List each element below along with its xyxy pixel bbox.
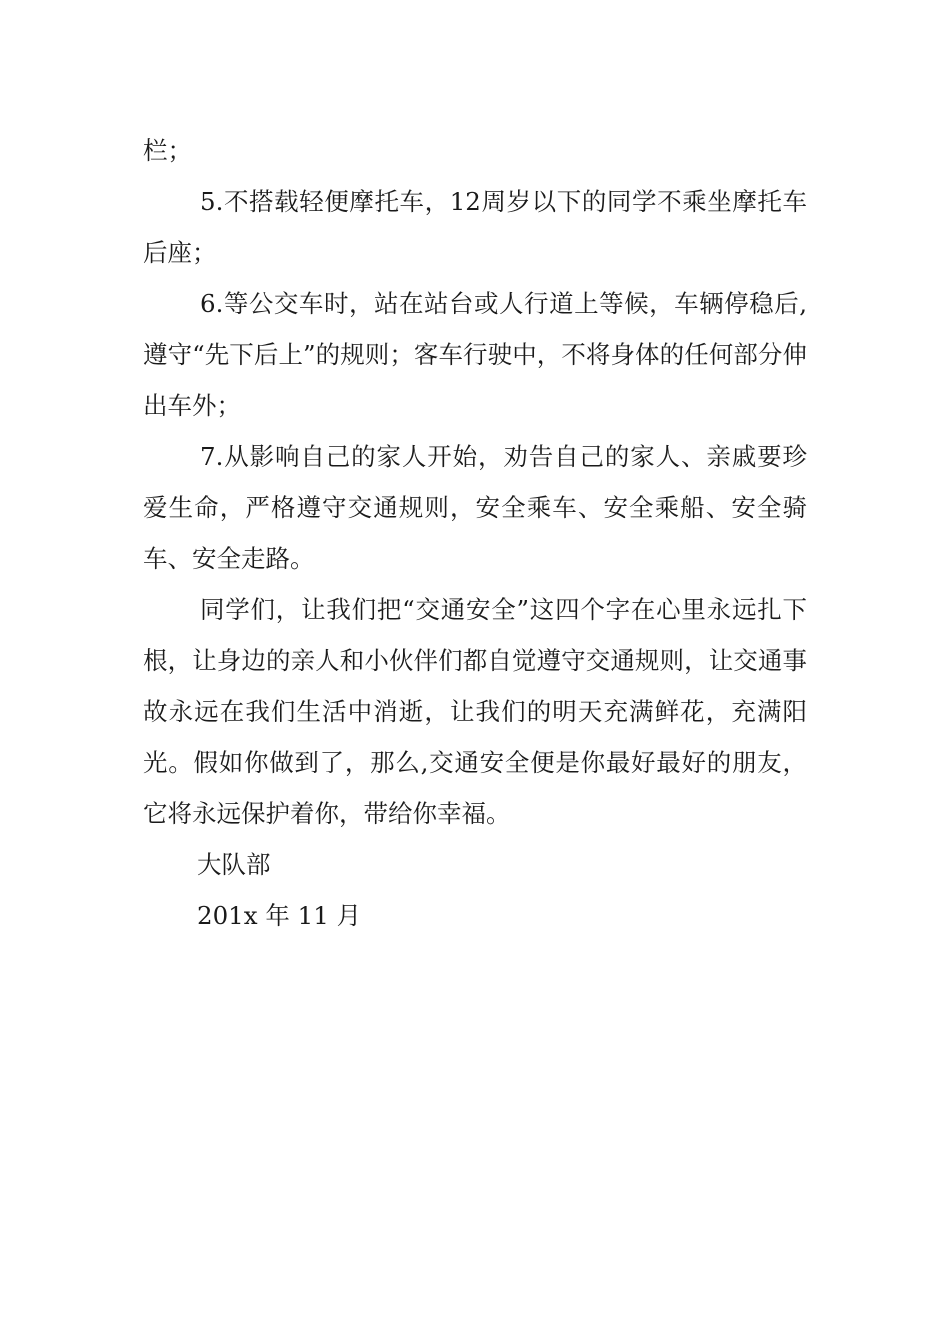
signature-date: 201x 年 11 月 [197,901,362,930]
signature-org: 大队部 [197,850,271,879]
paragraph-rule-6: 6.等公交车时，站在站台或人行道上等候，车辆停稳后,遵守“先下后上”的规则；客车行驶中，不将身体的任何部分伸出车外； [143,289,807,420]
paragraph-rule-5: 5.不搭载轻便摩托车，12周岁以下的同学不乘坐摩托车后座； [143,187,807,267]
document-body [143,125,807,941]
paragraph-rule-7: 7.从影响自己的家人开始，劝告自己的家人、亲戚要珍爱生命，严格遵守交通规则，安全乘车、安全乘船、安全骑车、安全走路。 [143,442,807,573]
paragraph-closing: 同学们，让我们把“交通安全”这四个字在心里永远扎下根，让身边的亲人和小伙伴们都自觉遵守交通规则，让交通事故永远在我们生活中消逝，让我们的明天充满鲜花，充满阳光。假如你做到了，那么,交通安全便是你最好最好的朋友，它将永远保护着你，带给你幸福。 [143,595,807,828]
paragraph-continuation: 栏； [143,136,192,165]
